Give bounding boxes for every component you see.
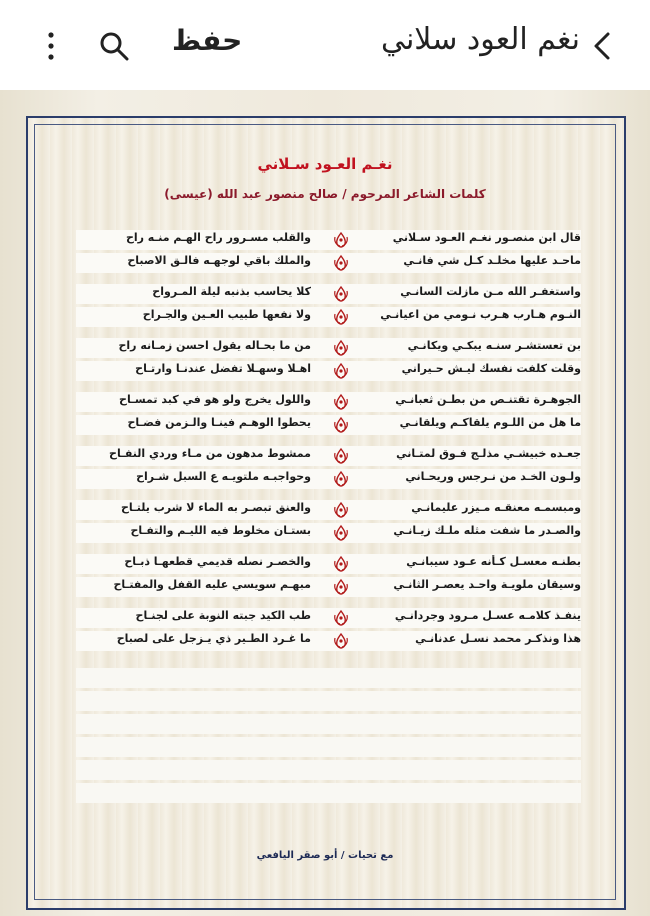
verse-first-half: الجوهـرة تقتنـص من بطـن ثعبانـي (395, 393, 581, 406)
verse-second-half: والعنق تبصـر به الماء لا شرب يلتـاح (120, 501, 311, 514)
ornament-icon (332, 632, 350, 650)
verse-second-half: اهـلا وسهـلا تفضل عندنـا وارتـاح (135, 362, 311, 375)
verse-first-half: وسيقان ملويـة واحـد يعصـر الثانـي (393, 578, 581, 591)
verse-first-half: واستغفـر الله مـن مازلت السانـي (400, 285, 581, 298)
ornament-icon (332, 285, 350, 303)
verse-second-half: طب الكيد جبته النوبة على لجنـاح (135, 609, 311, 622)
verse-first-half: ينفـذ كلامـه عسـل مـرود وجردانـي (394, 609, 581, 622)
ornament-icon (332, 231, 350, 249)
verse-row (76, 469, 581, 489)
ornament-icon (332, 501, 350, 519)
verse-second-half: مبهـم سويسي عليه القفل والمفتـاح (113, 578, 311, 591)
verse-second-half: بستـان مخلوط فيه الليـم والتفـاح (130, 524, 311, 537)
verse-row (76, 284, 581, 304)
verse-second-half: كلا يحاسب بذنبه ليلة المـرواح (152, 285, 311, 298)
ornament-icon (332, 393, 350, 411)
verse-first-half: جعـده خبيشـي مذلـج فـوق لمتـاني (396, 447, 581, 460)
ornament-icon (332, 555, 350, 573)
verse-second-half: والقلب مسـرور راح الهـم منـه راح (125, 231, 311, 244)
poem-title: نغـم العـود سـلاني (257, 155, 393, 173)
verse-row (76, 253, 581, 273)
verse-first-half: النـوم هـارب هـرب نـومي من اعيانـي (380, 308, 581, 321)
empty-row (76, 783, 581, 803)
ornament-icon (332, 362, 350, 380)
verse-second-half: ولا نفعها طبيب العـين والجـراح (142, 308, 311, 321)
verse-row (76, 392, 581, 412)
empty-row (76, 668, 581, 688)
verse-row (76, 338, 581, 358)
verse-row (76, 361, 581, 381)
verse-second-half: والخصـر نصله قديمي قطعهـا ذبـاح (124, 555, 311, 568)
verse-row (76, 608, 581, 628)
verse-row (76, 415, 581, 435)
verse-first-half: وقلت كلفت نفسك ليـش حـيراني (401, 362, 581, 375)
verse-second-half: من ما بحـاله يقول احسن زمـانه راح (118, 339, 311, 352)
verse-first-half: بن تعستشـر سنـه يبكـي ويكانـي (407, 339, 581, 352)
verse-first-half: ومبسمـه معنقـه مـيزر عليمانـي (411, 501, 581, 514)
verse-first-half: والصـدر ما شفت مثله ملـك زيـانـي (393, 524, 581, 537)
ornament-icon (332, 308, 350, 326)
chevron-left-icon[interactable] (590, 30, 614, 62)
verse-second-half: يحطوا الوهـم فينـا والـزمن فضـاح (127, 416, 311, 429)
ornament-icon (332, 578, 350, 596)
verse-row (76, 307, 581, 327)
verse-second-half: ممشوط مدهون من مـاء وردي النفـاح (109, 447, 311, 460)
verse-first-half: بطنـه معسـل كـأنه عـود سيبانـي (406, 555, 581, 568)
ornament-icon (332, 524, 350, 542)
verse-row (76, 446, 581, 466)
ornament-icon (332, 609, 350, 627)
verse-row (76, 577, 581, 597)
verse-first-half: ولـون الخـد من نـرجس وريحـاني (405, 470, 581, 483)
empty-row (76, 714, 581, 734)
verse-first-half: قال ابن منصـور نغـم العـود سـلاني (392, 231, 581, 244)
verse-second-half: وحواجبـه ملتويـه ع السبل شـراح (136, 470, 311, 483)
page-title: نغم العود سلاني (380, 22, 580, 57)
ornament-icon (332, 470, 350, 488)
ornament-icon (332, 254, 350, 272)
more-vertical-icon[interactable] (44, 30, 58, 62)
verse-first-half: هذا ونذكـر محمد نسـل عدنانـي (415, 632, 581, 645)
verse-row (76, 523, 581, 543)
empty-row (76, 691, 581, 711)
verse-first-half: ماحـد عليها مخلـد كـل شي فانـي (403, 254, 581, 267)
verse-row (76, 554, 581, 574)
poem-credit: مع تحيات / أبو صقر اليافعي (256, 850, 394, 861)
verse-second-half: ما غـرد الطـير ذي يـزجل على لصباح (116, 632, 311, 645)
verse-row (76, 500, 581, 520)
app-bar (0, 0, 650, 90)
verse-row (76, 631, 581, 651)
ornament-icon (332, 447, 350, 465)
search-icon[interactable] (98, 30, 130, 62)
verse-second-half: والملك باقي لوجهـه فالـق الاصباح (127, 254, 311, 267)
poem-subtitle: كلمات الشاعر المرحوم / صالح منصور عبد الله (عيسى) (164, 187, 486, 201)
ornament-icon (332, 416, 350, 434)
verse-first-half: ما هل من اللـوم يلقاكـم ويلقانـي (399, 416, 581, 429)
verse-row (76, 230, 581, 250)
empty-row (76, 760, 581, 780)
verse-second-half: واللول يخرج ولو هو في كبد تمسـاح (119, 393, 311, 406)
ornament-icon (332, 339, 350, 357)
empty-row (76, 737, 581, 757)
save-button[interactable]: حفظ (172, 24, 243, 57)
